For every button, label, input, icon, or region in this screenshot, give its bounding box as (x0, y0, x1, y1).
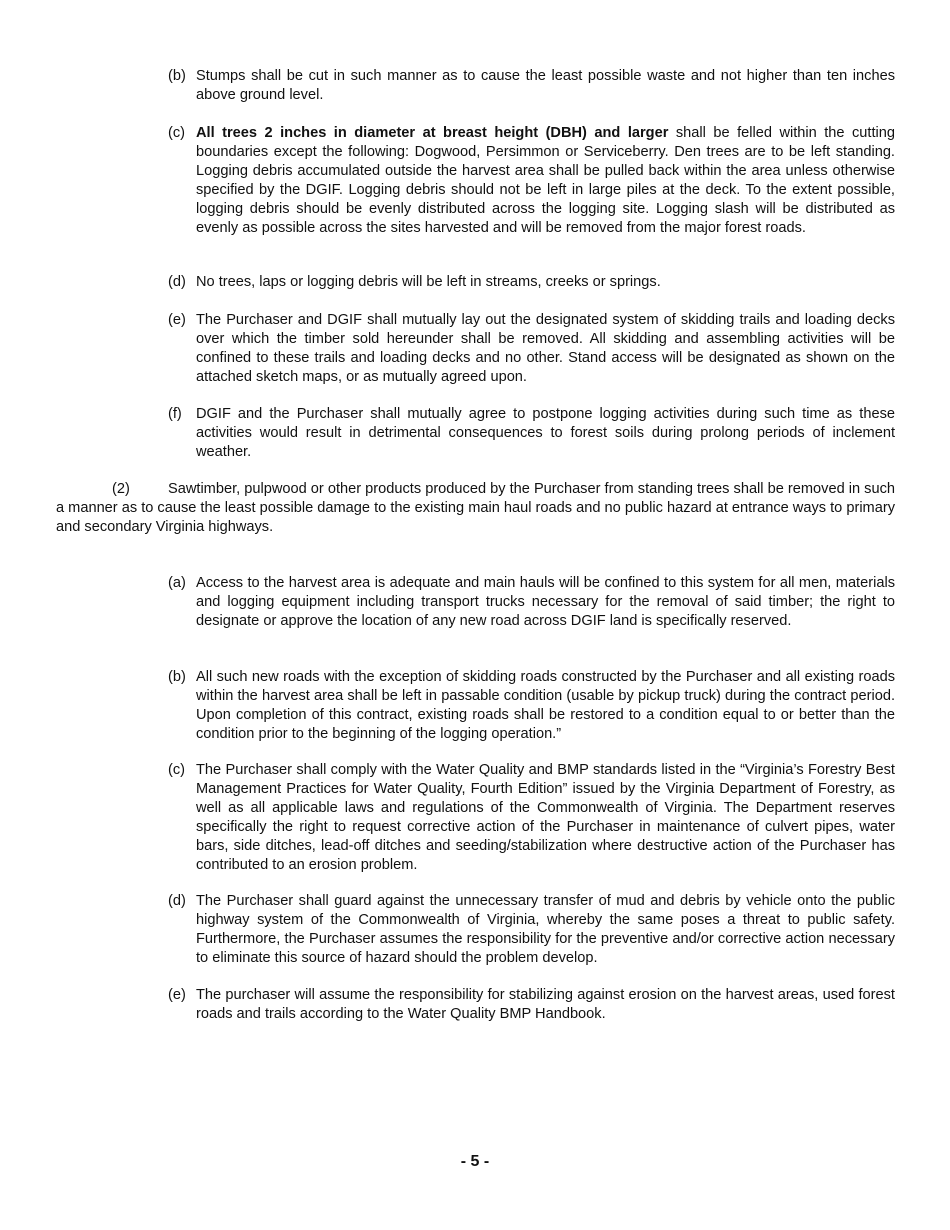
item-label: (a) (168, 575, 186, 591)
item-label: (e) (168, 987, 186, 1003)
list-item-b-roads (168, 668, 895, 744)
item-text: The Purchaser shall comply with the Water Quality and BMP standards listed in the “Virginia’s Forestry Best Management Practices for Water Quality, Fourth Edition” issued by the Virginia Department of Forestry, as well as all applicable laws and regulations of the Commonwealth of Virginia. The Department reserves specifically the right to request corrective action of the Purchaser in maintenance of culvert pipes, water bars, side ditches, lead-off ditches and seeding/stabilization where destructive action of the Purchaser has contributed to an erosion problem. (196, 762, 895, 873)
list-item-c-water-quality (168, 761, 895, 874)
item-label: (e) (168, 312, 186, 328)
item-label: (c) (168, 762, 186, 778)
page-number: - 5 - (460, 1153, 490, 1170)
item-label: (b) (168, 669, 186, 685)
list-item-c-trees (168, 124, 895, 237)
item-text: No trees, laps or logging debris will be left in streams, creeks or springs. (196, 274, 661, 290)
item-text: DGIF and the Purchaser shall mutually agree to postpone logging activities during such time as these activities would result in detrimental consequences to forest soils during prolong periods of inclement weather. (196, 406, 895, 460)
list-item-a-access (168, 574, 895, 631)
list-item-e-skidding (168, 311, 895, 387)
paragraph-number: (2) (112, 481, 130, 497)
item-label: (b) (168, 68, 186, 84)
item-text-container (196, 124, 895, 237)
list-item-b-stumps (168, 67, 895, 105)
item-label: (c) (168, 125, 186, 141)
item-label: (f) (168, 406, 182, 422)
paragraph-2 (56, 480, 895, 537)
item-text: Access to the harvest area is adequate and main hauls will be confined to this system for all men, materials and logging equipment including transport trucks necessary for the removal of said timber; the right to designate or approve the location of any new road across DGIF land is specifically reserved. (196, 575, 895, 629)
item-label: (d) (168, 893, 186, 909)
item-text: Stumps shall be cut in such manner as to cause the least possible waste and not higher than ten inches above ground level. (196, 68, 895, 103)
item-text: shall be felled within the cutting boundaries except the following: Dogwood, Persimmon or Serviceberry. Den trees are to be left standing. Logging debris accumulated outside the harvest area shall be pulled back within the area unless otherwise specified by the DGIF. Logging debris should not be left in large piles at the deck. To the extent possible, logging debris should be evenly distributed across the logging site. Logging slash will be distributed as evenly as possible across the sites harvested and will be removed from the major forest roads. (196, 125, 896, 236)
list-item-d-mud-debris (168, 892, 895, 968)
list-item-e-erosion (168, 986, 895, 1024)
item-bold-text: All trees 2 inches in diameter at breast height (DBH) and larger (196, 125, 669, 141)
list-item-d-streams (168, 273, 895, 292)
item-text: The purchaser will assume the responsibility for stabilizing against erosion on the harvest areas, used forest roads and trails according to the Water Quality BMP Handbook. (196, 987, 895, 1022)
list-item-f-postpone (168, 405, 895, 462)
item-text: The Purchaser shall guard against the unnecessary transfer of mud and debris by vehicle onto the public highway system of the Commonwealth of Virginia, whereby the same poses a threat to public safety. Furthermore, the Purchaser assumes the responsibility for the preventive and/or corrective action necessary to eliminate this source of hazard should the problem develop. (196, 893, 895, 966)
item-text: All such new roads with the exception of skidding roads constructed by the Purchaser and all existing roads within the harvest area shall be left in passable condition (usable by pickup truck) during the contract period. Upon completion of this contract, existing roads shall be restored to a condition equal to or better than the condition prior to the beginning of the logging operation.” (196, 669, 895, 742)
item-text: The Purchaser and DGIF shall mutually lay out the designated system of skidding trails and loading decks over which the timber sold hereunder shall be removed. All skidding and assembling activities will be confined to these trails and loading decks and no other. Stand access will be designated as shown on the attached sketch maps, or as mutually agreed upon. (196, 312, 895, 385)
item-label: (d) (168, 274, 186, 290)
paragraph-text: Sawtimber, pulpwood or other products produced by the Purchaser from standing trees shall be removed in such a manner as to cause the least possible damage to the existing main haul roads and no public hazard at entrance ways to primary and secondary Virginia highways. (56, 481, 895, 535)
